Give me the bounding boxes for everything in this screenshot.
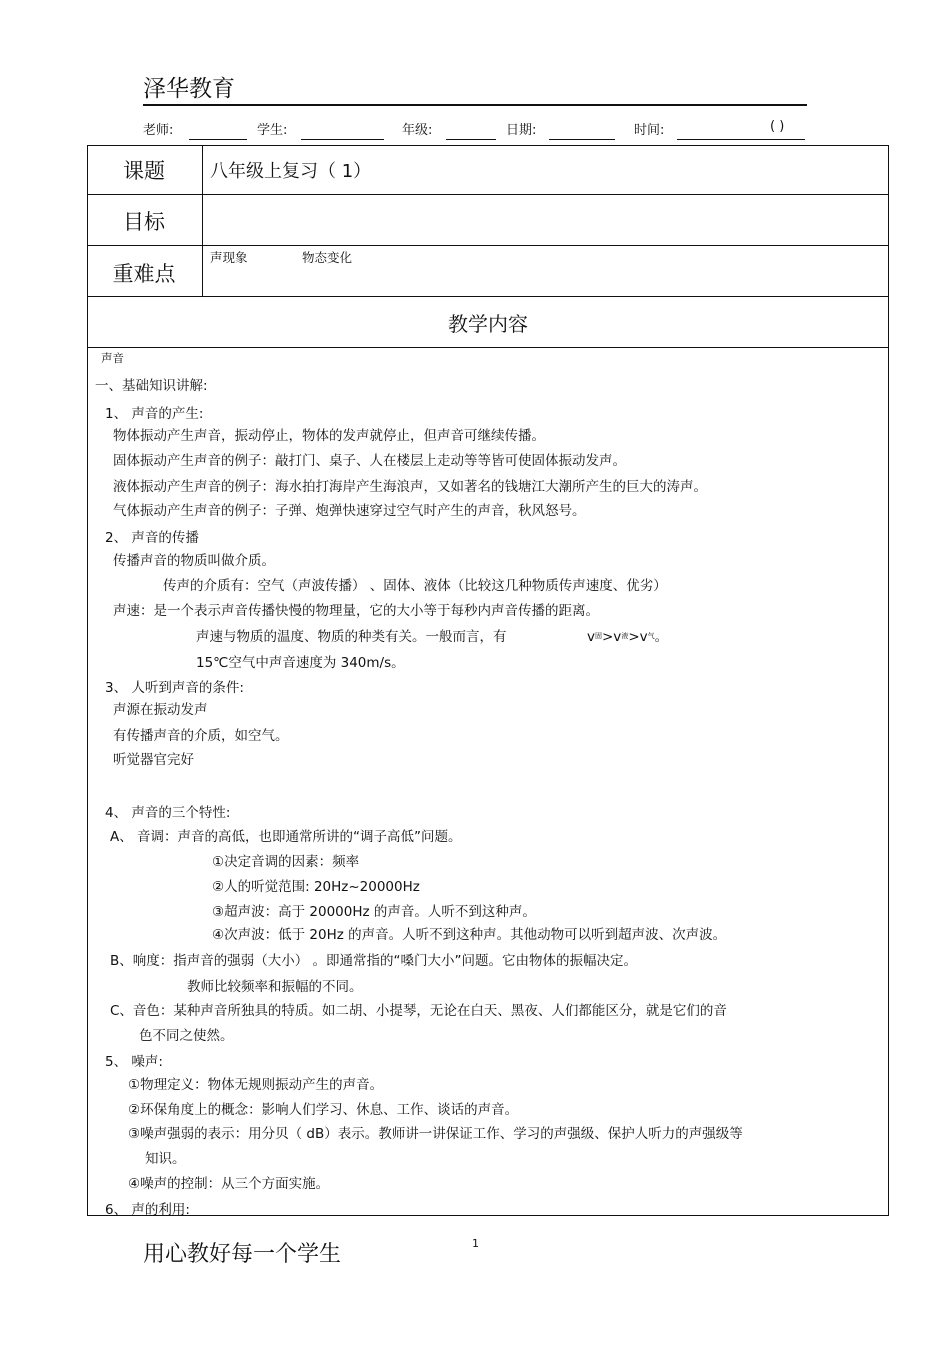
content-line: C、音色：某种声音所独具的特质。如二胡、小提琴，无论在白天、黑夜、人们都能区分，就是它们的音	[110, 1003, 727, 1019]
content-line: B、响度：指声音的强弱（大小） 。即通常指的“嗓门大小”问题。它由物体的振幅决定。	[110, 953, 638, 969]
topic-heading: 3、 人听到声音的条件:	[105, 680, 244, 696]
teacher-blank	[189, 139, 247, 140]
content-line: 传声的介质有：空气（声波传播） 、固体、液体（比较这几种物质传声速度、优劣）	[163, 578, 667, 594]
section-title: 声音	[101, 351, 124, 365]
topic-heading: 2、 声音的传播	[105, 530, 199, 546]
content-line: 固体振动产生声音的例子：敲打门、桌子、人在楼层上走动等等皆可使固体振动发声。	[113, 453, 626, 469]
speed-comparison	[587, 625, 668, 645]
section-heading: 一、基础知识讲解:	[95, 378, 208, 394]
row-divider	[87, 194, 889, 195]
topic-label: 课题	[123, 159, 165, 183]
content-line: 声速与物质的温度、物质的种类有关。一般而言，有	[196, 629, 507, 645]
content-line: ②环保角度上的概念：影响人们学习、休息、工作、谈话的声音。	[128, 1102, 519, 1118]
grade-blank	[446, 139, 496, 140]
content-header: 教学内容	[448, 312, 528, 336]
key-point-item: 物态变化	[302, 250, 353, 265]
content-line: 声速：是一个表示声音传播快慢的物理量，它的大小等于每秒内声音传播的距离。	[113, 603, 599, 619]
content-line: 液体振动产生声音的例子：海水拍打海岸产生海浪声，又如著名的钱塘江大潮所产生的巨大的涛声。	[113, 479, 707, 495]
content-line: A、 音调：声音的高低，也即通常所讲的“调子高低”问题。	[110, 829, 462, 845]
teacher-label: 老师:	[143, 123, 174, 138]
content-line: ③噪声强弱的表示：用分贝（ dB）表示。教师讲一讲保证工作、学习的声强级、保护人听力的声强级等	[128, 1126, 743, 1142]
page-number: 1	[472, 1237, 479, 1250]
content-line: 教师比较频率和振幅的不同。	[187, 979, 363, 995]
topic-heading: 5、 噪声:	[105, 1054, 163, 1070]
content-line: 听觉器官完好	[113, 752, 194, 768]
column-divider	[202, 145, 203, 296]
time-blank	[677, 139, 805, 140]
content-line: ③超声波：高于 20000Hz 的声音。人听不到这种声。	[212, 904, 536, 920]
speed-subscript: 固	[595, 632, 602, 640]
content-line: 传播声音的物质叫做介质。	[113, 553, 275, 569]
row-divider	[87, 245, 889, 246]
content-line: ④噪声的控制：从三个方面实施。	[128, 1176, 330, 1192]
topic-heading: 4、 声音的三个特性:	[105, 805, 231, 821]
student-blank	[301, 139, 384, 140]
goal-label: 目标	[123, 210, 165, 234]
topic-value: 八年级上复习（ 1）	[210, 161, 372, 182]
content-line: 15℃空气中声音速度为 340m/s。	[196, 655, 405, 671]
content-line: 气体振动产生声音的例子：子弹、炮弹快速穿过空气时产生的声音，秋风怒号。	[113, 503, 586, 519]
footer-slogan: 用心教好每一个学生	[143, 1242, 342, 1267]
content-line: 有传播声音的介质，如空气。	[113, 728, 289, 744]
speed-subscript: 液	[621, 632, 629, 640]
content-line: ④次声波：低于 20Hz 的声音。人听不到这种声。其他动物可以听到超声波、次声波。	[212, 927, 727, 943]
topic-heading: 6、 声的利用:	[105, 1202, 190, 1218]
speed-symbol: v	[587, 629, 595, 645]
content-line: ①物理定义：物体无规则振动产生的声音。	[128, 1077, 384, 1093]
content-line: 知识。	[145, 1151, 186, 1167]
speed-symbol: >v	[628, 629, 648, 645]
key-points-label: 重难点	[112, 262, 176, 286]
header-divider	[143, 104, 807, 106]
content-line: 色不同之使然。	[139, 1028, 234, 1044]
row-divider	[87, 347, 889, 348]
topic-heading: 1、 声音的产生:	[105, 406, 204, 422]
row-divider	[87, 296, 889, 297]
speed-subscript: 气	[647, 632, 655, 640]
speed-symbol: >v	[602, 629, 622, 645]
date-label: 日期:	[506, 123, 537, 138]
content-line: 声源在振动发声	[113, 702, 208, 718]
content-line: ①决定音调的因素：频率	[212, 854, 360, 870]
time-paren: ( )	[770, 119, 785, 134]
content-line: 物体振动产生声音，振动停止，物体的发声就停止，但声音可继续传播。	[113, 428, 545, 444]
grade-label: 年级:	[402, 123, 433, 138]
student-label: 学生:	[257, 123, 288, 138]
time-label: 时间:	[634, 123, 665, 138]
key-point-item: 声现象	[210, 250, 248, 265]
date-blank	[549, 139, 615, 140]
speed-end: 。	[654, 629, 669, 645]
content-line: ②人的听觉范围: 20Hz~20000Hz	[212, 879, 420, 895]
brand-title: 泽华教育	[143, 76, 235, 102]
